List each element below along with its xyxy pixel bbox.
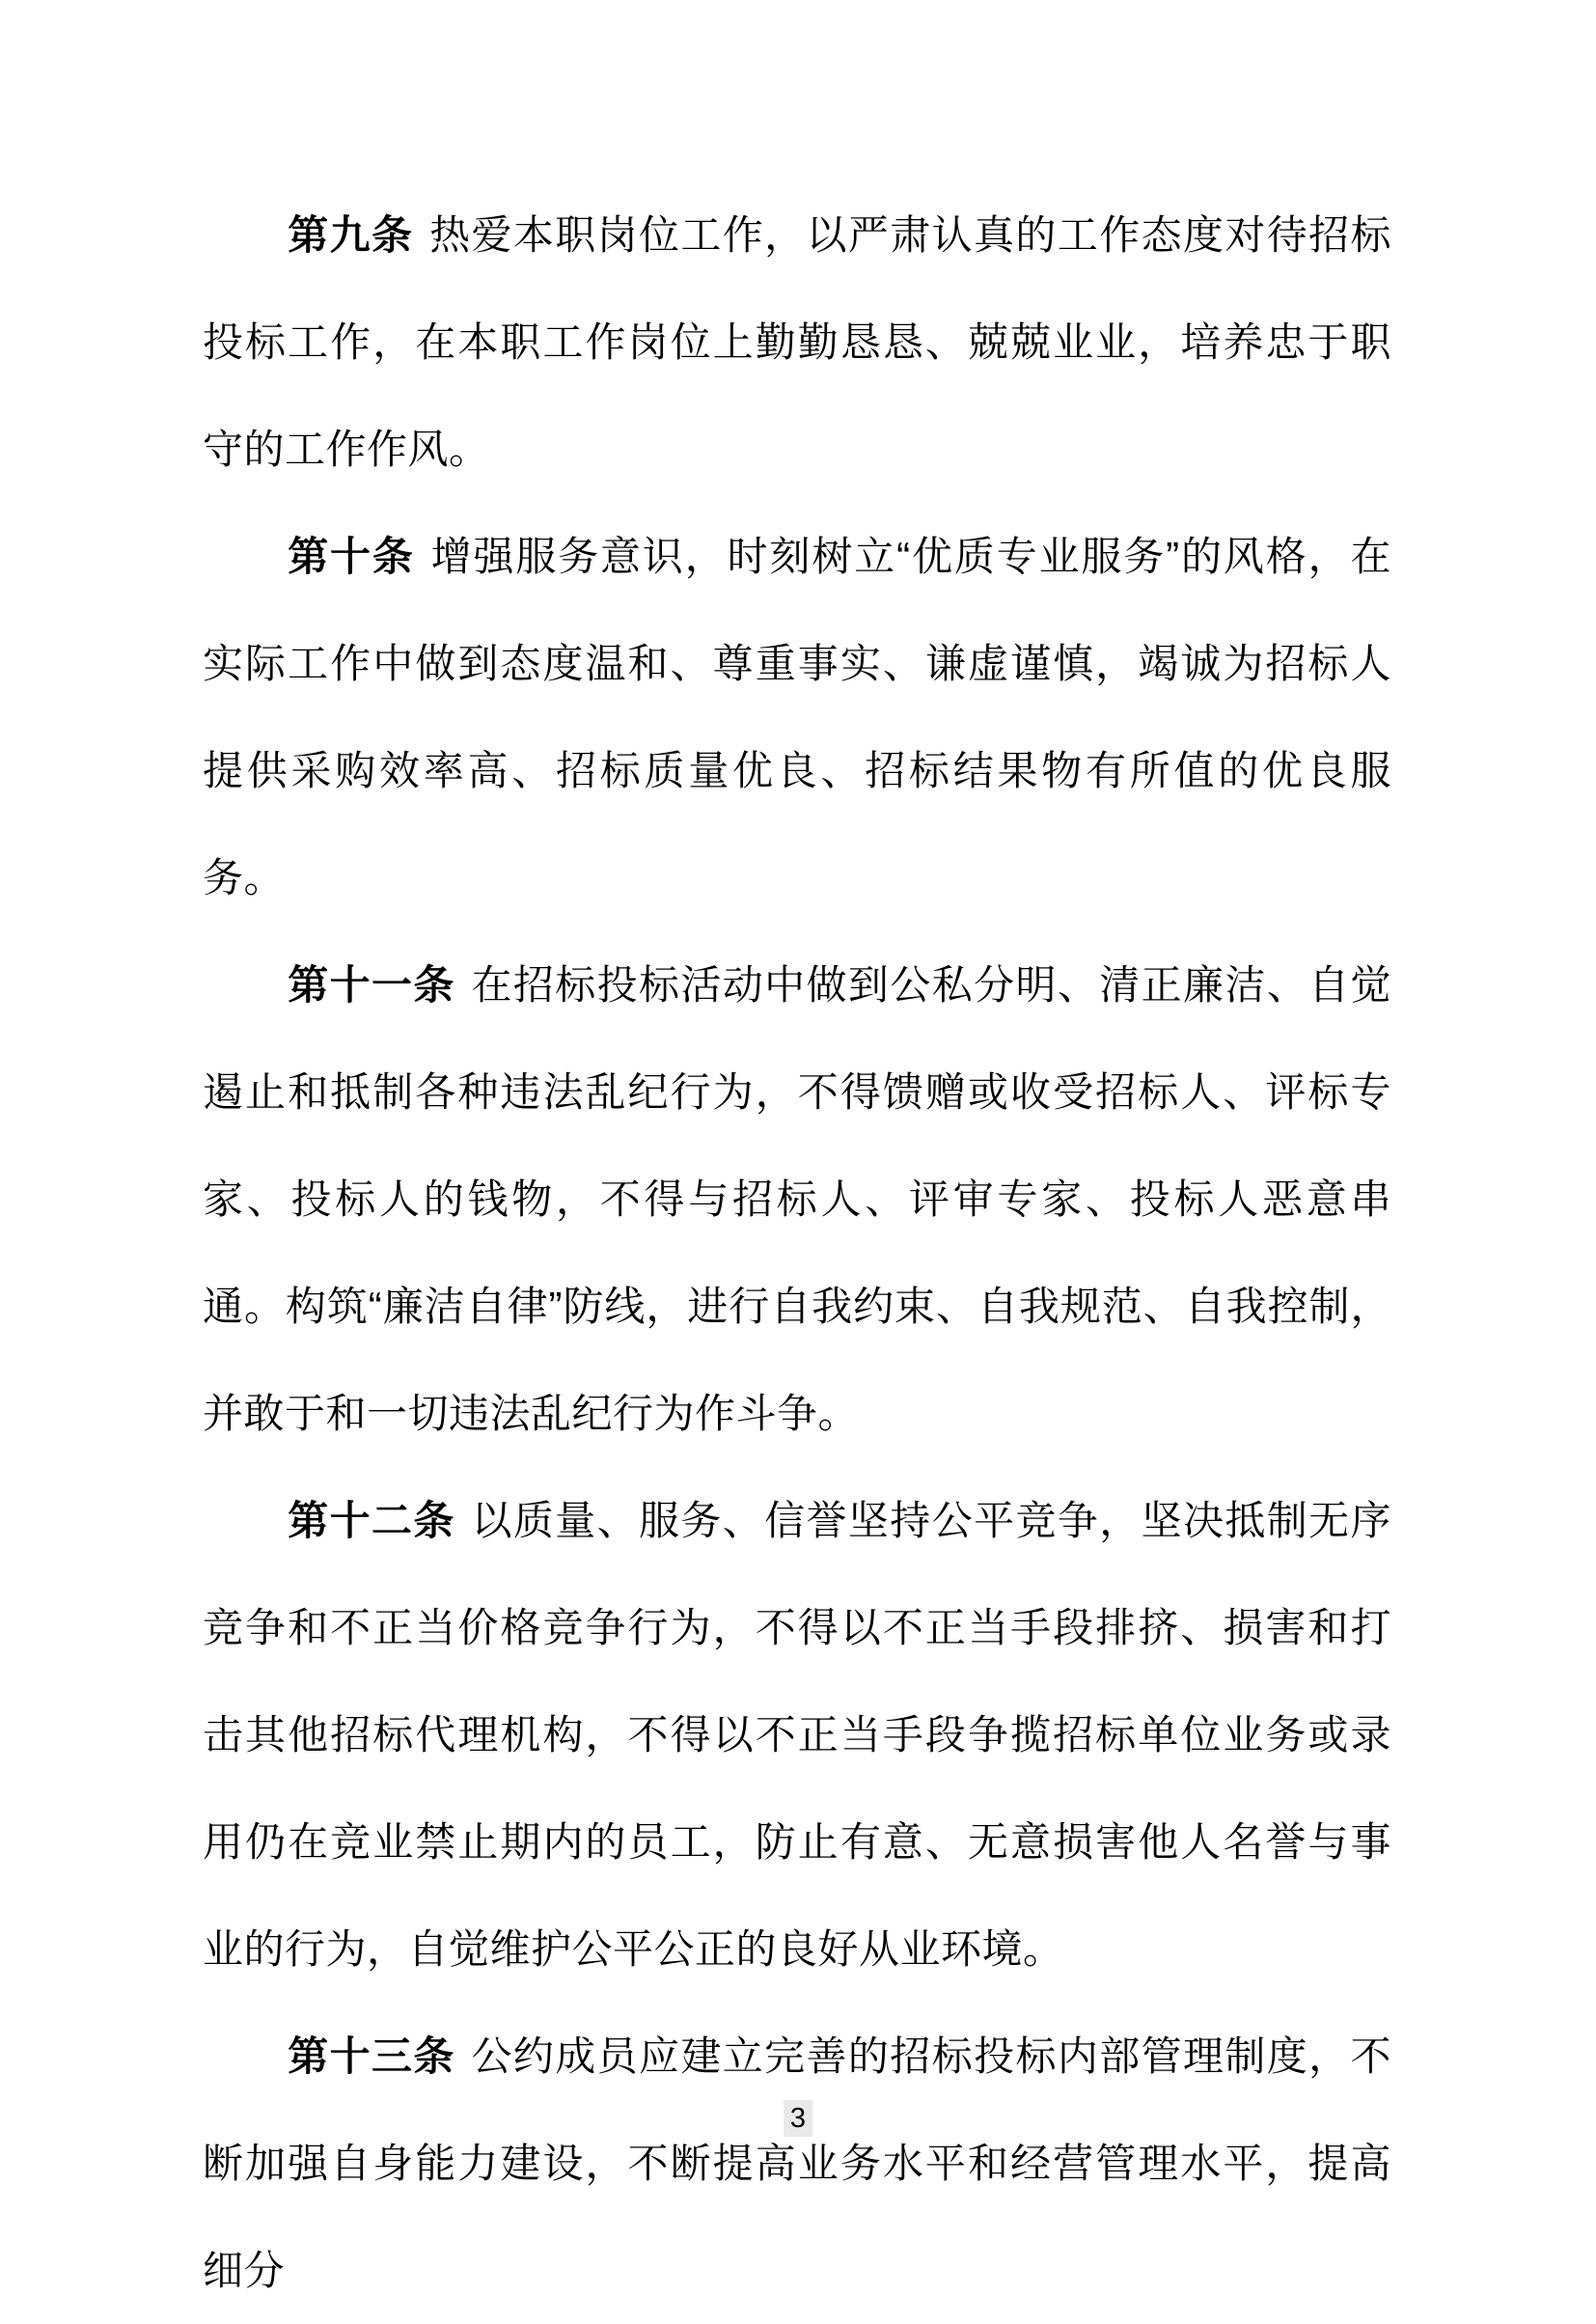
article-text: 增强服务意识，时刻树立“优质专业服务”的风格，在实际工作中做到态度温和、尊重事实、谦虚谨慎，竭诚为招标人提供采购效率高、招标质量优良、招标结果物有所值的优良服务。 bbox=[203, 534, 1391, 900]
article-paragraph bbox=[203, 181, 1391, 503]
article-text: 在招标投标活动中做到公私分明、清正廉洁、自觉遏止和抵制各种违法乱纪行为，不得馈赠或收受招标人、评标专家、投标人的钱物，不得与招标人、评审专家、投标人恶意串通。构筑“廉洁自律”防线，进行自我约束、自我规范、自我控制，并敢于和一切违法乱纪行为作斗争。 bbox=[203, 962, 1391, 1436]
page-footer bbox=[0, 2100, 1596, 2137]
article-text: 热爱本职岗位工作，以严肃认真的工作态度对待招标投标工作，在本职工作岗位上勤勤恳恳、兢兢业业，培养忠于职守的工作作风。 bbox=[203, 212, 1391, 472]
article-text: 公约成员应建立完善的招标投标内部管理制度，不断加强自身能力建设，不断提高业务水平和经营管理水平，提高细分 bbox=[203, 2034, 1391, 2293]
article-number-label: 第十一条 bbox=[288, 962, 455, 1008]
article-number-label: 第十三条 bbox=[288, 2034, 455, 2079]
document-body bbox=[203, 181, 1391, 2324]
article-number-label: 第十二条 bbox=[288, 1498, 455, 1543]
article-paragraph bbox=[203, 503, 1391, 931]
article-paragraph bbox=[203, 1467, 1391, 2003]
article-paragraph bbox=[203, 2003, 1391, 2324]
page-number: 3 bbox=[784, 2100, 812, 2137]
article-number-label: 第九条 bbox=[288, 212, 414, 258]
article-number-label: 第十条 bbox=[288, 534, 415, 579]
article-text: 以质量、服务、信誉坚持公平竞争，坚决抵制无序竞争和不正当价格竞争行为，不得以不正当手段排挤、损害和打击其他招标代理机构，不得以不正当手段争揽招标单位业务或录用仍在竞业禁止期内的员工，防止有意、无意损害他人名誉与事业的行为，自觉维护公平公正的良好从业环境。 bbox=[203, 1498, 1391, 1972]
article-paragraph bbox=[203, 931, 1391, 1467]
